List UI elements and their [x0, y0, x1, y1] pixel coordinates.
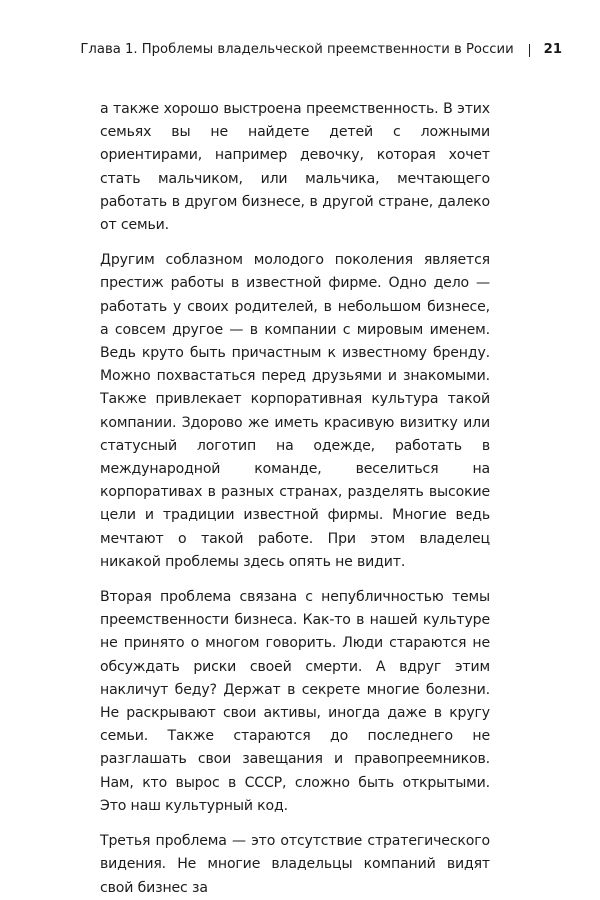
chapter-title: Глава 1. Проблемы владельческой преемственности в России: [80, 42, 514, 57]
running-header: [80, 41, 562, 59]
paragraph-prestige: Другим соблазном молодого поколения является престиж работы в известной фирме. Одно дело — работать у своих родителей, в небольшом бизнесе, а совсем другое — в компании с мировым именем. Ведь круто быть причастным к известному бренду. Можно похвастаться перед друзьями и знакомыми. Также привлекает корпоративная культура такой компании. Здорово же иметь красивую визитку или статусный логотип на одежде, работать в международной команде, веселиться на корпоративах в разных странах, разделять высокие цели и традиции известной фирмы. Многие ведь мечтают о такой работе. При этом владелец никакой проблемы здесь опять не видит.: [100, 252, 490, 570]
paragraph-second-problem: Вторая проблема связана с непубличностью темы преемственности бизнеса. Как-то в нашей культуре не принято о многом говорить. Люди стараются не обсуждать риски своей смерти. А вдруг этим накличут беду? Держат в секрете многие болезни. Не раскрывают свои активы, иногда даже в кругу семьи. Также стараются до последнего не разглашать свои завещания и правопреемников. Нам, кто вырос в СССР, сложно быть открытыми. Это наш культурный код.: [100, 589, 490, 814]
page-number: 21: [543, 42, 562, 57]
paragraph-continuation: а также хорошо выстроена преемственность. В этих семьях вы не найдете детей с ложными ориентирами, например девочку, которая хочет стать мальчиком, или мальчика, мечтающего работать в другом бизнесе, в другой стране, далеко от семьи.: [100, 101, 490, 234]
paragraph-third-problem: Третья проблема — это отсутствие стратегического видения. Не многие владельцы компаний видят свой бизнес за: [100, 833, 490, 896]
header-separator: [529, 44, 530, 57]
body-text: [100, 98, 490, 900]
